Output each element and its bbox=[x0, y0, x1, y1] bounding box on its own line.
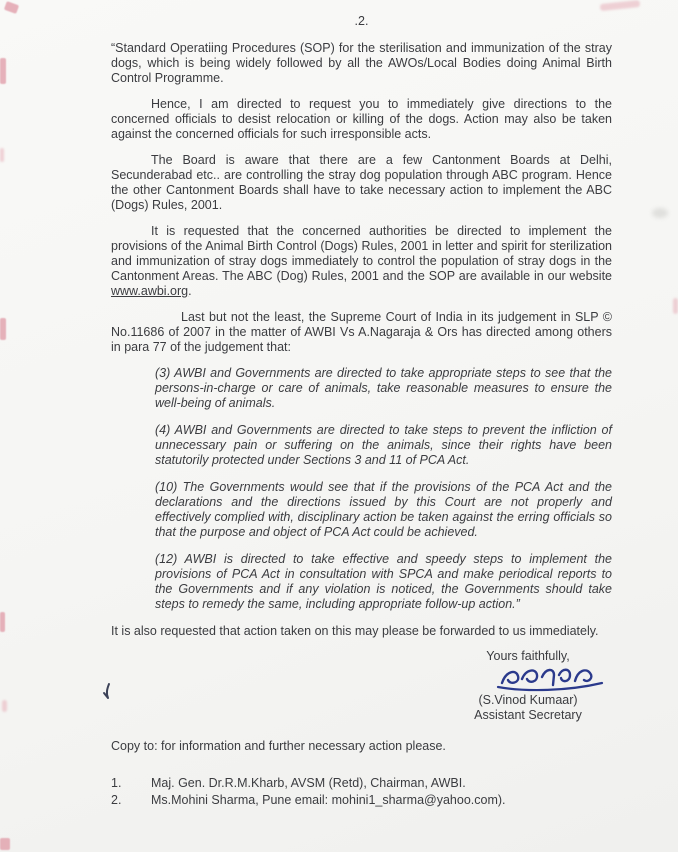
quote-para-10: (10) The Governments would see that if the provisions of the PCA Act and the declarations and the directions issued by this Court are not properly and effectively complied with, disciplinary action be taken against the erring officials so that the purpose and object of PCA Act could be achieved. bbox=[155, 480, 612, 539]
quote-para-12: (12) AWBI is directed to take effective and speedy steps to implement the provisions of PCA Act in consultation with SPCA and make periodical reports to the Governments and if any violation is noticed, the Governments should take steps to remedy the same, including appropriate follow-up action.” bbox=[155, 552, 612, 611]
scan-mark bbox=[652, 208, 668, 218]
page-number: .2. bbox=[354, 14, 369, 28]
copy-to-item-text: Ms.Mohini Sharma, Pune email: mohini1_sharma@yahoo.com). bbox=[151, 793, 506, 807]
quote-para-4: (4) AWBI and Governments are directed to take steps to prevent the infliction of unnecessary pain or suffering on the animals, since their rights have been statutorily protected under Sections 3 and 11 of PCA Act. bbox=[155, 423, 612, 467]
signatory-title: Assistant Secretary bbox=[474, 708, 582, 722]
copy-to-item bbox=[111, 793, 612, 808]
signature-block bbox=[444, 649, 612, 723]
awbi-website-link[interactable]: www.awbi.org bbox=[111, 284, 189, 298]
signatory-name: (S.Vinod Kumaar) bbox=[478, 693, 578, 707]
paragraph-abc-rules-text: It is requested that the concerned authorities be directed to implement the provisions of the Animal Birth Control (Dogs) Rules, 2001 in letter and spirit for sterilization and immunization of stray dogs immediately to control the population of stray dogs in the Cantonment Areas. The ABC (Dog) Rules, 2001 and the SOP are available in our website bbox=[111, 224, 612, 283]
scan-mark bbox=[673, 298, 678, 314]
paragraph-sop: “Standard Operatiing Procedures (SOP) for the sterilisation and immunization of the stray dogs, which is being widely followed by all the AWOs/Local Bodies doing Animal Birth Control Programme. bbox=[111, 41, 612, 85]
scan-mark bbox=[4, 1, 19, 14]
copy-to-section bbox=[111, 739, 612, 808]
copy-to-item-text: Maj. Gen. Dr.R.M.Kharb, AVSM (Retd), Chairman, AWBI. bbox=[151, 776, 466, 790]
handwritten-signature bbox=[444, 665, 612, 693]
paragraph-abc-rules-after: . bbox=[188, 284, 192, 298]
copy-to-item-number: 1. bbox=[111, 776, 122, 790]
scan-mark bbox=[0, 838, 10, 850]
paragraph-cantonment-boards: The Board is aware that there are a few Cantonment Boards at Delhi, Secunderabad etc.. are controlling the stray dog population through ABC program. Hence the other Cantonment Boards shall have to take necessary action to implement the ABC (Dogs) Rules, 2001. bbox=[111, 153, 612, 212]
copy-to-item bbox=[111, 776, 612, 791]
valediction: Yours faithfully, bbox=[486, 649, 570, 663]
scan-mark bbox=[0, 148, 4, 162]
scan-mark bbox=[0, 318, 6, 340]
letter-body bbox=[111, 14, 612, 810]
scan-mark bbox=[0, 612, 5, 632]
copy-to-item-number: 2. bbox=[111, 793, 122, 807]
paragraph-supreme-court: Last but not the least, the Supreme Court of India in its judgement in SLP © No.11686 of 2007 in the matter of AWBI Vs A.Nagaraja & Ors has directed among others in para 77 of the judgement that: bbox=[111, 310, 612, 354]
scan-mark bbox=[600, 0, 641, 11]
paragraph-abc-rules bbox=[111, 224, 612, 299]
judgement-quotes bbox=[155, 366, 612, 612]
copy-to-label: Copy to: for information and further necessary action please. bbox=[111, 739, 446, 753]
closing-request: It is also requested that action taken on this may please be forwarded to us immediately. bbox=[111, 624, 599, 638]
scan-mark bbox=[0, 58, 6, 84]
scan-mark bbox=[2, 700, 7, 712]
quote-para-3: (3) AWBI and Governments are directed to take appropriate steps to see that the persons-in-charge or care of animals, take reasonable measures to ensure the well-being of animals. bbox=[155, 366, 612, 410]
paragraph-directions: Hence, I am directed to request you to immediately give directions to the concerned officials to desist relocation or killing of the dogs. Action may also be taken against the concerned officials for such irresponsible acts. bbox=[111, 97, 612, 141]
